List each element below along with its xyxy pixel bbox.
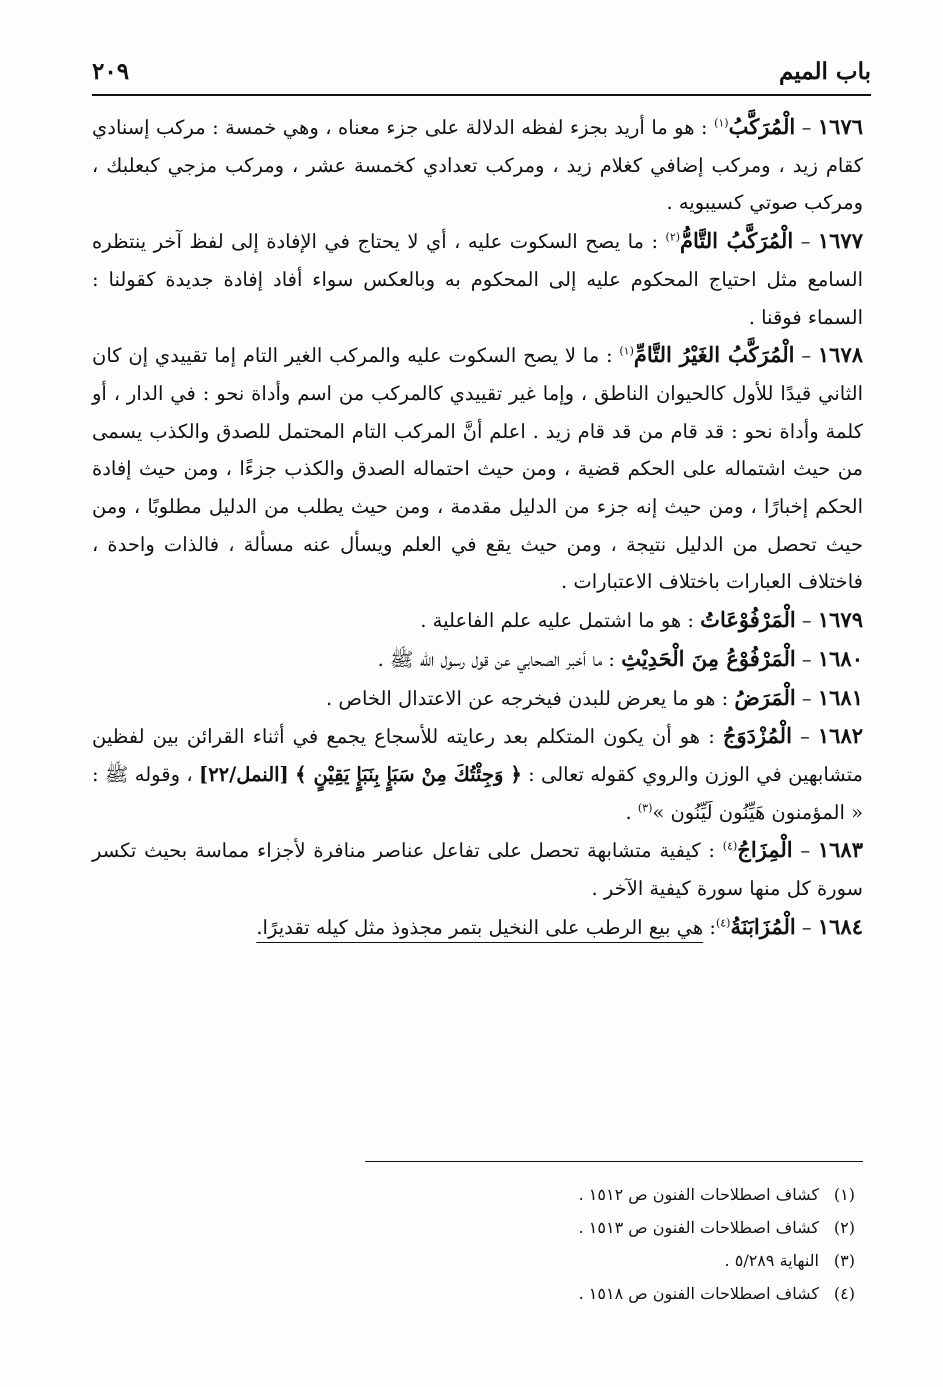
entry-term: الْمُرَكَّبُ التَّامُّ [680, 228, 794, 254]
footnote-text: كشاف اصطلاحات الفنون ص ١٥١٢ . [578, 1185, 819, 1204]
chapter-title: باب الميم [778, 58, 871, 85]
footnote-mark: (٤) [722, 839, 738, 853]
footnote [92, 1277, 863, 1310]
entry: ١٦٨٤ – الْمُزَابَنَةُ$^{(٤)}$: هي بيع الرطب على النخيل بتمر مجذوذ مثل كيله تقديرًا. [256, 913, 863, 939]
entry: ١٦٨٠ – الْمَرْفُوْعُ مِنَ الْحَدِيْثِ : ما أخبر الصحابي عن قول رسول الله ﷺ . [377, 645, 863, 671]
entry-term: الْمَرْفُوْعَاتُ [700, 607, 796, 633]
entry-text: : هو ما أريد بجزء لفظه الدلالة على جزء معناه ، وهي خمسة : مركب إسنادي كقام زيد ، ومركب إضافي كغلام زيد ، ومركب تعدادي كخمسة عشر ، ومركب مزجي كبعلبك ، ومركب صوتي كسيبويه . [92, 116, 863, 215]
entry-text: : هو ما يعرض للبدن فيخرجه عن الاعتدال الخاص . [325, 686, 729, 710]
running-header [92, 54, 871, 96]
footnote-text: كشاف اصطلاحات الفنون ص ١٥١٨ . [578, 1284, 819, 1303]
entry-number: ١٦٨٣ [817, 837, 863, 863]
quran-reference: [النمل/٢٢] [198, 762, 289, 786]
page-number: ٢٠٩ [92, 58, 130, 85]
entry-number: ١٦٧٩ [817, 607, 863, 633]
entry-text: : ما يصح السكوت عليه ، أي لا يحتاج في الإفادة إلى لفظ آخر ينتظره السامع مثل احتياج المحكوم عليه إلى المحكوم به وبالعكس سواء أفاد إفادة جديدة كقولنا : السماء فوقنا . [92, 230, 863, 329]
footnote-mark: (٢) [665, 230, 681, 244]
footnote-text: النهاية ٥/٢٨٩ . [724, 1251, 819, 1270]
entry-term: الْمَرْفُوْعُ مِنَ الْحَدِيْثِ [621, 645, 796, 671]
footnote-text: كشاف اصطلاحات الفنون ص ١٥١٣ . [578, 1218, 819, 1237]
quran-quote: ﴿ وَجِئْتُكَ مِنْ سَبَإٍ بِنَبَإٍ يَقِيْنٍ ﴾ [295, 762, 522, 786]
entry-number: ١٦٨٠ [817, 645, 863, 671]
entry-number: ١٦٧٦ [817, 114, 864, 139]
entry: ١٦٨٣ – الْمِزَاجُ$^{(٤)}$ : كيفية متشابهة تحصل على تفاعل عناصر منافرة لأجزاء مماسة بحيث تكسر سورة كل منها سورة كيفية الآخر . [92, 837, 863, 901]
entry-text-end: . [625, 800, 632, 824]
footnote-number: (٢) [833, 1218, 855, 1237]
entry: ١٦٧٦ – الْمُرَكَّبُ$^{(١)}$ : هو ما أريد بجزء لفظه الدلالة على جزء معناه ، وهي خمسة : مركب إسنادي كقام زيد ، ومركب إضافي كغلام زيد ، ومركب تعدادي كخمسة عشر ، ومركب مزجي كبعلبك ، ومركب صوتي كسيبويه . [92, 114, 864, 215]
entry-term: الْمَرَضُ [734, 684, 796, 710]
entry-number: ١٦٨٢ [817, 723, 864, 749]
entry-number: ١٦٧٨ [817, 342, 864, 368]
footnote-mark: (١) [714, 116, 729, 130]
entry-text: هي بيع الرطب على النخيل بتمر مجذوذ مثل كيله تقديرًا. [256, 915, 704, 939]
entry-text: : ما لا يصح السكوت عليه والمركب الغير التام إما تقييدي إن كان الثاني قيدًا للأول كالحيوان الناطق ، وإما غير تقييدي كالمركب من اسم وأداة نحو : في الدار ، أو كلمة وأداة نحو : قد قام من قد قام زيد . اعلم أنَّ المركب التام المحتمل للصدق والكذب يسمى من حيث اشتماله على الحكم قضية ، ومن حيث احتماله الصدق والكذب جزءًا ، ومن حيث إفادة الحكم إخبارًا ، ومن حيث إنه جزء من الدليل مقدمة ، ومن حيث يطلب من الدليل مطلوبًا ، ومن حيث تحصل من الدليل نتيجة ، ومن حيث يقع في العلم ويسأل عنه مسألة ، فالذات واحدة ، فاختلاف العبارات باختلاف الاعتبارات . [92, 344, 863, 594]
footnote-mark: (٣) [637, 801, 653, 815]
entry-term: الْمُرَكَّبُ [728, 114, 796, 139]
entry: ١٦٨١ – الْمَرَضُ : هو ما يعرض للبدن فيخرجه عن الاعتدال الخاص . [325, 684, 863, 710]
entry-text: : ما أخبر الصحابي عن قول رسول الله ﷺ . [377, 647, 615, 671]
footnote-number: (٣) [833, 1251, 855, 1270]
footnote-number: (٤) [833, 1284, 855, 1303]
entry: ١٦٧٧ – الْمُرَكَّبُ التَّامُّ$^{(٢)}$ : ما يصح السكوت عليه ، أي لا يحتاج في الإفادة إلى لفظ آخر ينتظره السامع مثل احتياج المحكوم عليه إلى المحكوم به وبالعكس سواء أفاد إفادة جديدة كقولنا : السماء فوقنا . [92, 228, 863, 329]
entry-term: الْمِزَاجُ [737, 837, 793, 863]
entry: ١٦٧٨ – الْمُرَكَّبُ الغَيْرُ التَّامِّ$^{(١)}$ : ما لا يصح السكوت عليه والمركب الغير التام إما تقييدي إن كان الثاني قيدًا للأول كالحيوان الناطق ، وإما غير تقييدي كالمركب من اسم وأداة نحو : في الدار ، أو كلمة وأداة نحو : قد قام من قد قام زيد . اعلم أنَّ المركب التام المحتمل للصدق والكذب يسمى من حيث اشتماله على الحكم قضية ، ومن حيث احتماله الصدق والكذب جزءًا ، ومن حيث إفادة الحكم إخبارًا ، ومن حيث إنه جزء من الدليل مقدمة ، ومن حيث يطلب من الدليل مطلوبًا ، ومن حيث تحصل من الدليل نتيجة ، ومن حيث يقع في العلم ويسأل عنه مسألة ، فالذات واحدة ، فاختلاف العبارات باختلاف الاعتبارات . [92, 342, 864, 594]
footnote-mark: (١) [619, 344, 634, 358]
entry-term: الْمُرَكَّبُ الغَيْرُ التَّامِّ [633, 342, 795, 368]
footnote-divider [365, 1161, 863, 1162]
footnote [92, 1244, 863, 1277]
entries-body [92, 108, 863, 946]
entry-number: ١٦٧٧ [817, 228, 863, 254]
footnote [92, 1211, 863, 1244]
entry-number: ١٦٨١ [817, 684, 863, 710]
entry: ١٦٨٢ – الْمُزْدَوَجُ : هو أن يكون المتكلم بعد رعايته للأسجاع يجمع في أثناء القرائن بين لفظين متشابهين في الوزن والروي كقوله تعالى : ﴿ وَجِئْتُكَ مِنْ سَبَإٍ بِنَبَإٍ يَقِيْنٍ ﴾ [النمل/٢٢] ، وقوله ﷺ : « المؤمنون هَيِّنُون لَيِّنُون »$^{(٣)}$ . [92, 723, 864, 824]
footnote-number: (١) [833, 1185, 855, 1204]
entry-number: ١٦٨٤ [817, 913, 863, 939]
footnotes [92, 1178, 863, 1310]
entry-text: : هو ما اشتمل عليه علم الفاعلية . [420, 609, 694, 633]
entry-text: : كيفية متشابهة تحصل على تفاعل عناصر منافرة لأجزاء مماسة بحيث تكسر سورة كل منها سورة كيفية الآخر . [92, 839, 863, 901]
entry-term: الْمُزْدَوَجُ [722, 723, 792, 749]
entry-text-continued: ، وقوله ﷺ : « المؤمنون هَيِّنُون لَيِّنُون » [92, 762, 863, 824]
entry: ١٦٧٩ – الْمَرْفُوْعَاتُ : هو ما اشتمل عليه علم الفاعلية . [420, 607, 863, 633]
footnote [92, 1178, 863, 1211]
footnote-mark: (٤) [715, 916, 731, 930]
entry-term: الْمُزَابَنَةُ [730, 913, 796, 939]
entry-text: : هو أن يكون المتكلم بعد رعايته للأسجاع يجمع في أثناء القرائن بين لفظين متشابهين في الوزن والروي كقوله تعالى : [92, 725, 863, 786]
